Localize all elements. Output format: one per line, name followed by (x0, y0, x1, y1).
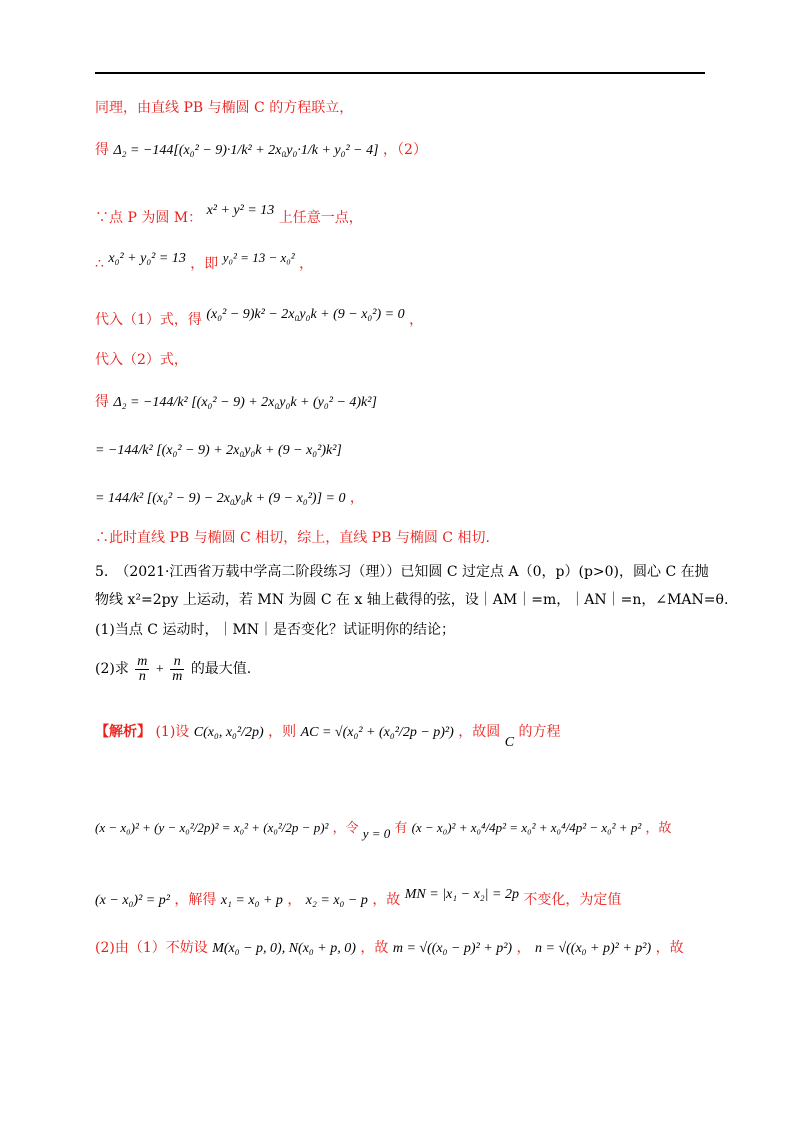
numerator: n (170, 655, 184, 670)
tail-text: ， (409, 312, 424, 328)
tail-text: ， (299, 256, 314, 272)
solution-line-3 (95, 887, 622, 911)
solution-line-4 (95, 938, 684, 959)
formula-line-delta2-a (95, 392, 377, 413)
numerator: m (137, 653, 148, 669)
denominator: m (172, 668, 183, 684)
math-equation-1: (x₀² − 9)k² − 2x₀y₀k + (9 − x₀²) = 0 (206, 307, 405, 322)
lead-text: 代入（1）式，得 (95, 312, 202, 328)
mid-text: ，令 (332, 821, 359, 836)
lead-text: (1)设 (155, 724, 190, 740)
denominator: n (138, 668, 146, 684)
tail-text: ，故圆 (458, 724, 501, 740)
math-sum-squares: x₀² + y₀² = 13 (108, 251, 186, 266)
lead-text: (2)由（1）不妨设 (95, 940, 208, 956)
math-center-c: C(x₀, x₀²/2p) (193, 725, 264, 740)
fraction-m-over-n (135, 655, 149, 684)
mid-text: ，故 (360, 940, 389, 956)
tail-text-2: 的方程 (518, 724, 561, 740)
tail-text: ，故 (645, 821, 672, 836)
mid-text: ，解得 (174, 892, 217, 908)
math-c: C (504, 735, 515, 750)
math-delta2-substituted: = −144/k² [(x₀² − 9) + 2x₀y₀k + (9 − x₀²)k²] (95, 443, 342, 458)
tail-text: ， (349, 490, 364, 506)
math-y0-squared: y₀² = 13 − x₀² (222, 250, 295, 265)
text-line-simultaneous: 同理，由直线 PB 与椭圆 C 的方程联立， (95, 100, 354, 116)
math-square-eq: (x − x₀)² = p² (95, 893, 170, 908)
math-delta2-zero: = 144/k² [(x₀² − 9) − 2x₀y₀k + (9 − x₀²)] = 0 (95, 491, 346, 506)
text-line-substitute-2: 代入（2）式， (95, 352, 188, 368)
math-mn-length: MN = |x₁ − x₂| = 2p (404, 887, 519, 902)
formula-line-delta2-b (95, 440, 342, 461)
formula-line-delta2-c (95, 488, 364, 509)
separator: ， (287, 892, 302, 908)
separator: ， (516, 940, 531, 956)
math-circle: x² + y² = 13 (206, 203, 275, 218)
tail-text: 上任意一点， (278, 210, 363, 226)
math-radius-ac: AC = √(x₀² + (x₀²/2p − p)²) (300, 725, 454, 740)
solution-line-2 (95, 818, 671, 839)
formula-line-delta2 (95, 140, 427, 161)
plus-sign: + (155, 662, 164, 677)
text-line-substitute-1 (95, 307, 424, 331)
tail-text: 的最大值. (190, 661, 252, 677)
mid-text-2: 有 (394, 821, 408, 836)
analysis-tag: 【解析】 (95, 724, 151, 740)
math-y-zero: y = 0 (362, 826, 391, 841)
therefore-symbol: ∴ (95, 256, 104, 272)
lead-text: 得 (95, 142, 109, 158)
math-m-value: m = √((x₀ − p)² + p²) (392, 941, 513, 956)
math-x2: x₂ = x₀ − p (305, 893, 368, 908)
math-substituted: (x − x₀)² + x₀⁴/4p² = x₀² + x₀⁴/4p² − x₀² + p² (411, 820, 642, 835)
problem-question-2 (95, 652, 251, 687)
solution-line-1 (95, 722, 561, 750)
problem-question-1: (1)当点 C 运动时，｜MN｜是否变化？试证明你的结论； (95, 622, 456, 638)
lead-text: 得 (95, 394, 109, 410)
lead-text: (2)求 (95, 661, 129, 677)
lead-text: ∵点 P 为圆 M： (95, 210, 203, 226)
mid-text-2: ，故 (372, 892, 401, 908)
fraction-n-over-m (170, 655, 184, 684)
mid-text: ，即 (190, 256, 219, 272)
math-x1: x₁ = x₀ + p (220, 893, 283, 908)
header-rule (95, 72, 705, 74)
text-line-point-on-circle (95, 203, 363, 229)
problem-line-2: 物线 x²=2py 上运动，若 MN 为圆 C 在 x 轴上截得的弦，设｜AM｜=m，｜AN｜=n，∠MAN=θ. (95, 592, 729, 608)
tail-text: ，故 (655, 940, 684, 956)
text-line-therefore (95, 250, 314, 275)
tail-text: ，（2） (383, 142, 427, 158)
text-line-conclusion: ∴此时直线 PB 与椭圆 C 相切，综上，直线 PB 与椭圆 C 相切. (95, 530, 490, 546)
math-circle-equation: (x − x₀)² + (y − x₀²/2p)² = x₀² + (x₀²/2p − p)² (95, 820, 329, 835)
problem-line-1: 5. （2021·江西省万载中学高二阶段练习（理））已知圆 C 过定点 A（0，p）(p>0)，圆心 C 在抛 (95, 564, 709, 580)
mid-text: ，则 (268, 724, 297, 740)
math-points-mn: M(x₀ − p, 0), N(x₀ + p, 0) (212, 941, 356, 956)
math-delta2: Δ₂ = −144[(x₀² − 9)·1/k² + 2x₀y₀·1/k + y₀² − 4] (113, 143, 379, 158)
math-delta2-expanded: Δ₂ = −144/k² [(x₀² − 9) + 2x₀y₀k + (y₀² − 4)k²] (113, 395, 377, 410)
tail-text: 不变化，为定值 (523, 892, 622, 908)
math-n-value: n = √((x₀ + p)² + p²) (535, 941, 652, 956)
